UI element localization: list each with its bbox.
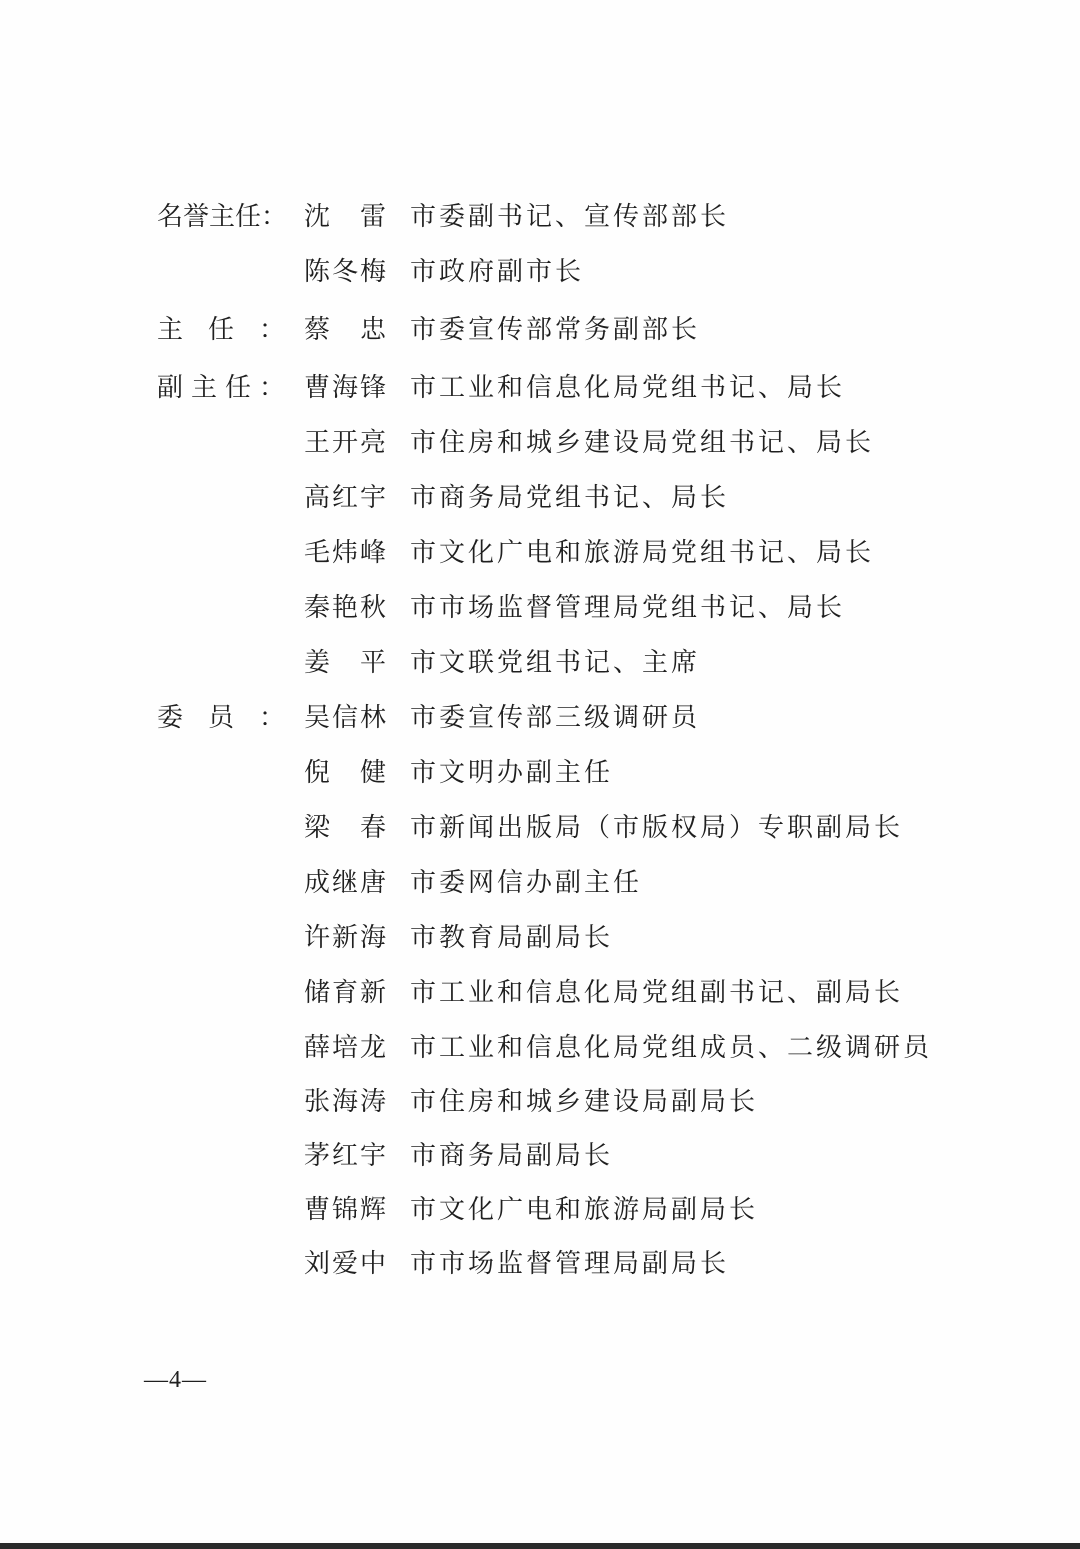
roster-name: 储育新: [304, 978, 386, 1008]
roster-title: 市商务局副局长: [410, 1141, 614, 1171]
roster-name: 曹海锋: [304, 373, 386, 403]
roster-title: 市政府副市长: [410, 257, 585, 287]
roster-title: 市文化广电和旅游局副局长: [410, 1195, 759, 1225]
page-number: —4—: [144, 1367, 207, 1393]
roster-name: 倪 健: [304, 758, 386, 788]
roster-title: 市工业和信息化局党组副书记、副局长: [410, 978, 904, 1008]
roster-row: [0, 423, 1080, 463]
roster-row: [0, 1190, 1080, 1230]
roster-row: [0, 252, 1080, 292]
roster-row: 委 员 ： 吴信林 市委宣传部三级调研员: [0, 698, 1080, 738]
roster-title: 市教育局副局长: [410, 923, 614, 953]
roster-name: 毛炜峰: [304, 538, 386, 568]
roster-row: [0, 1028, 1080, 1068]
roster-name: 茅红宇: [304, 1141, 386, 1171]
roster-title: 市住房和城乡建设局党组书记、局长: [410, 428, 875, 458]
roster-title: 市文联党组书记、主席: [410, 648, 701, 678]
roster-row: [0, 478, 1080, 518]
roster-row: [0, 588, 1080, 628]
roster-row: 主 任 ： 蔡 忠 市委宣传部常务副部长: [0, 310, 1080, 350]
roster-row: [0, 808, 1080, 848]
roster-title: 市委网信办副主任: [410, 868, 643, 898]
roster-name: 高红宇: [304, 483, 386, 513]
roster-row: [0, 1082, 1080, 1122]
roster-row: [0, 918, 1080, 958]
roster-title: 市委宣传部常务副部长: [410, 315, 701, 345]
roster-title: 市工业和信息化局党组成员、二级调研员: [410, 1033, 933, 1063]
roster-title: 市委宣传部三级调研员: [410, 703, 701, 733]
roster-row: [0, 753, 1080, 793]
roster-row: [0, 863, 1080, 903]
roster-name: 姜 平: [304, 648, 386, 678]
roster-title: 市文明办副主任: [410, 758, 614, 788]
roster-name: 吴信林: [304, 703, 386, 733]
roster-title: 市工业和信息化局党组书记、局长: [410, 373, 846, 403]
roster-row: [0, 1244, 1080, 1284]
roster-role: 名誉主任：: [157, 202, 288, 232]
roster-title: 市住房和城乡建设局副局长: [410, 1087, 759, 1117]
page-bottom-edge: [0, 1543, 1080, 1549]
roster-title: 市市场监督管理局副局长: [410, 1249, 730, 1279]
roster-row: [0, 1136, 1080, 1176]
roster-name: 梁 春: [304, 813, 386, 843]
roster-title: 市商务局党组书记、局长: [410, 483, 730, 513]
roster-name: 曹锦辉: [304, 1195, 386, 1225]
roster-row: [0, 533, 1080, 573]
roster-title: 市文化广电和旅游局党组书记、局长: [410, 538, 875, 568]
roster-title: 市新闻出版局（市版权局）专职副局长: [410, 813, 904, 843]
roster-row: 副 主 任 ： 曹海锋 市工业和信息化局党组书记、局长: [0, 368, 1080, 408]
roster-name: 沈 雷: [304, 202, 386, 232]
roster-name: 刘爱中: [304, 1249, 386, 1279]
roster-row: [0, 197, 1080, 237]
roster-name: 王开亮: [304, 428, 386, 458]
roster-title: 市市场监督管理局党组书记、局长: [410, 593, 846, 623]
roster-name: 许新海: [304, 923, 386, 953]
roster-row: [0, 643, 1080, 683]
roster-name: 陈冬梅: [304, 257, 386, 287]
roster-name: 蔡 忠: [304, 315, 386, 345]
roster-name: 秦艳秋: [304, 593, 386, 623]
roster-name: 张海涛: [304, 1087, 386, 1117]
roster-name: 成继唐: [304, 868, 386, 898]
roster-name: 薛培龙: [304, 1033, 386, 1063]
roster-row: [0, 973, 1080, 1013]
roster-title: 市委副书记、宣传部部长: [410, 202, 730, 232]
